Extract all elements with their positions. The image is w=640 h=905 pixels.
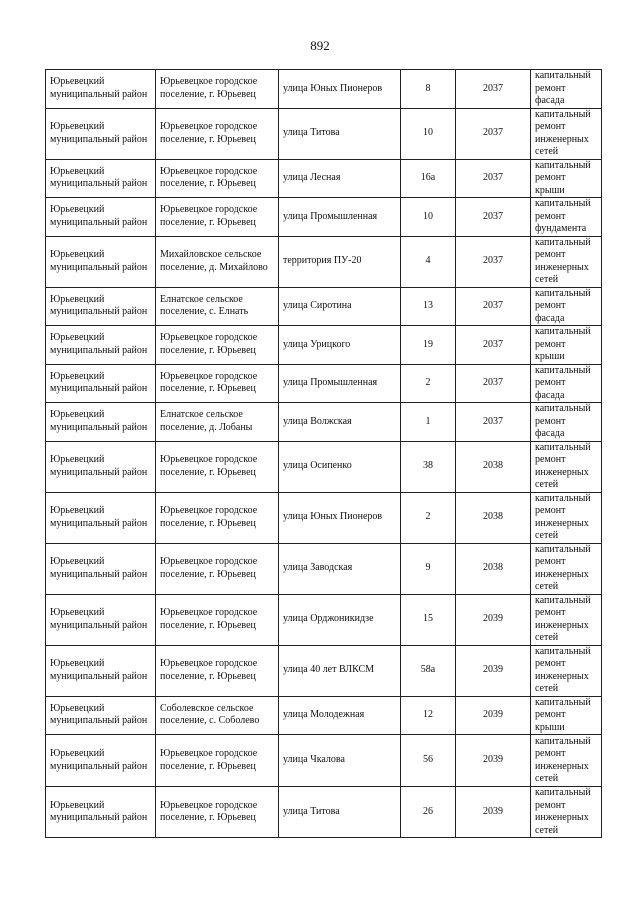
- table-row: [46, 492, 602, 543]
- work-type-cell: капитальный ремонт инженерных сетей: [531, 441, 602, 492]
- house-number-cell: 26: [401, 787, 456, 838]
- settlement-cell: Юрьевецкое городское поселение, г. Юрьевец: [156, 326, 279, 365]
- year-cell: 2037: [456, 159, 531, 198]
- page-number: 892: [310, 38, 330, 53]
- table-row: [46, 236, 602, 287]
- table-row: [46, 441, 602, 492]
- table-row: [46, 159, 602, 198]
- year-cell: 2039: [456, 594, 531, 645]
- house-number-cell: 9: [401, 543, 456, 594]
- table-row: [46, 70, 602, 109]
- settlement-cell: Юрьевецкое городское поселение, г. Юрьевец: [156, 735, 279, 787]
- table-row: [46, 543, 602, 594]
- work-type-cell: капитальный ремонт инженерных сетей: [531, 492, 602, 543]
- year-cell: 2037: [456, 108, 531, 159]
- house-number-cell: 10: [401, 198, 456, 237]
- house-number-cell: 10: [401, 108, 456, 159]
- table-row: [46, 645, 602, 696]
- work-type-cell: капитальный ремонт фасада: [531, 70, 602, 109]
- district-cell: Юрьевецкий муниципальный район: [46, 108, 156, 159]
- street-cell: территория ПУ-20: [279, 236, 401, 287]
- street-cell: улица Урицкого: [279, 326, 401, 365]
- year-cell: 2037: [456, 287, 531, 326]
- work-type-cell: капитальный ремонт крыши: [531, 326, 602, 365]
- year-cell: 2039: [456, 787, 531, 838]
- settlement-cell: Юрьевецкое городское поселение, г. Юрьевец: [156, 441, 279, 492]
- work-type-cell: капитальный ремонт крыши: [531, 696, 602, 735]
- table-row: [46, 287, 602, 326]
- table-row: [46, 198, 602, 237]
- table-row: [46, 787, 602, 838]
- street-cell: улица Промышленная: [279, 198, 401, 237]
- house-number-cell: 2: [401, 492, 456, 543]
- table-row: [46, 594, 602, 645]
- repair-schedule-table: [45, 69, 602, 838]
- year-cell: 2037: [456, 70, 531, 109]
- year-cell: 2037: [456, 236, 531, 287]
- house-number-cell: 8: [401, 70, 456, 109]
- table-row: [46, 735, 602, 787]
- settlement-cell: Юрьевецкое городское поселение, г. Юрьевец: [156, 70, 279, 109]
- house-number-cell: 13: [401, 287, 456, 326]
- year-cell: 2038: [456, 492, 531, 543]
- year-cell: 2038: [456, 543, 531, 594]
- work-type-cell: капитальный ремонт инженерных сетей: [531, 735, 602, 787]
- work-type-cell: капитальный ремонт крыши: [531, 159, 602, 198]
- street-cell: улица Юных Пионеров: [279, 70, 401, 109]
- district-cell: Юрьевецкий муниципальный район: [46, 326, 156, 365]
- house-number-cell: 19: [401, 326, 456, 365]
- district-cell: Юрьевецкий муниципальный район: [46, 492, 156, 543]
- house-number-cell: 15: [401, 594, 456, 645]
- street-cell: улица Чкалова: [279, 735, 401, 787]
- work-type-cell: капитальный ремонт инженерных сетей: [531, 543, 602, 594]
- work-type-cell: капитальный ремонт инженерных сетей: [531, 645, 602, 696]
- year-cell: 2037: [456, 198, 531, 237]
- settlement-cell: Юрьевецкое городское поселение, г. Юрьевец: [156, 159, 279, 198]
- street-cell: улица Промышленная: [279, 364, 401, 403]
- street-cell: улица Заводская: [279, 543, 401, 594]
- street-cell: улица Сиротина: [279, 287, 401, 326]
- work-type-cell: капитальный ремонт инженерных сетей: [531, 108, 602, 159]
- district-cell: Юрьевецкий муниципальный район: [46, 159, 156, 198]
- house-number-cell: 58а: [401, 645, 456, 696]
- year-cell: 2039: [456, 696, 531, 735]
- work-type-cell: капитальный ремонт фасада: [531, 403, 602, 442]
- street-cell: улица Лесная: [279, 159, 401, 198]
- street-cell: улица Титова: [279, 108, 401, 159]
- street-cell: улица Титова: [279, 787, 401, 838]
- settlement-cell: Соболевское сельское поселение, с. Соболево: [156, 696, 279, 735]
- work-type-cell: капитальный ремонт инженерных сетей: [531, 236, 602, 287]
- house-number-cell: 56: [401, 735, 456, 787]
- street-cell: улица 40 лет ВЛКСМ: [279, 645, 401, 696]
- district-cell: Юрьевецкий муниципальный район: [46, 735, 156, 787]
- table-body: [46, 70, 602, 838]
- table-row: [46, 108, 602, 159]
- table-row: [46, 326, 602, 365]
- house-number-cell: 38: [401, 441, 456, 492]
- table-row: [46, 403, 602, 442]
- house-number-cell: 12: [401, 696, 456, 735]
- district-cell: Юрьевецкий муниципальный район: [46, 696, 156, 735]
- house-number-cell: 16а: [401, 159, 456, 198]
- settlement-cell: Юрьевецкое городское поселение, г. Юрьевец: [156, 108, 279, 159]
- work-type-cell: капитальный ремонт фасада: [531, 287, 602, 326]
- year-cell: 2039: [456, 645, 531, 696]
- district-cell: Юрьевецкий муниципальный район: [46, 70, 156, 109]
- table-row: [46, 364, 602, 403]
- house-number-cell: 1: [401, 403, 456, 442]
- street-cell: улица Осипенко: [279, 441, 401, 492]
- settlement-cell: Юрьевецкое городское поселение, г. Юрьевец: [156, 787, 279, 838]
- settlement-cell: Юрьевецкое городское поселение, г. Юрьевец: [156, 594, 279, 645]
- work-type-cell: капитальный ремонт инженерных сетей: [531, 787, 602, 838]
- settlement-cell: Юрьевецкое городское поселение, г. Юрьевец: [156, 198, 279, 237]
- district-cell: Юрьевецкий муниципальный район: [46, 364, 156, 403]
- settlement-cell: Елнатское сельское поселение, д. Лобаны: [156, 403, 279, 442]
- table-row: [46, 696, 602, 735]
- district-cell: Юрьевецкий муниципальный район: [46, 594, 156, 645]
- district-cell: Юрьевецкий муниципальный район: [46, 645, 156, 696]
- district-cell: Юрьевецкий муниципальный район: [46, 441, 156, 492]
- settlement-cell: Юрьевецкое городское поселение, г. Юрьевец: [156, 492, 279, 543]
- street-cell: улица Юных Пионеров: [279, 492, 401, 543]
- work-type-cell: капитальный ремонт фасада: [531, 364, 602, 403]
- year-cell: 2038: [456, 441, 531, 492]
- work-type-cell: капитальный ремонт фундамента: [531, 198, 602, 237]
- year-cell: 2037: [456, 403, 531, 442]
- district-cell: Юрьевецкий муниципальный район: [46, 787, 156, 838]
- house-number-cell: 2: [401, 364, 456, 403]
- district-cell: Юрьевецкий муниципальный район: [46, 543, 156, 594]
- street-cell: улица Орджоникидзе: [279, 594, 401, 645]
- street-cell: улица Молодежная: [279, 696, 401, 735]
- settlement-cell: Юрьевецкое городское поселение, г. Юрьевец: [156, 645, 279, 696]
- settlement-cell: Елнатское сельское поселение, с. Елнать: [156, 287, 279, 326]
- house-number-cell: 4: [401, 236, 456, 287]
- street-cell: улица Волжская: [279, 403, 401, 442]
- year-cell: 2037: [456, 326, 531, 365]
- district-cell: Юрьевецкий муниципальный район: [46, 403, 156, 442]
- year-cell: 2037: [456, 364, 531, 403]
- district-cell: Юрьевецкий муниципальный район: [46, 287, 156, 326]
- work-type-cell: капитальный ремонт инженерных сетей: [531, 594, 602, 645]
- settlement-cell: Михайловское сельское поселение, д. Михайлово: [156, 236, 279, 287]
- year-cell: 2039: [456, 735, 531, 787]
- settlement-cell: Юрьевецкое городское поселение, г. Юрьевец: [156, 364, 279, 403]
- settlement-cell: Юрьевецкое городское поселение, г. Юрьевец: [156, 543, 279, 594]
- district-cell: Юрьевецкий муниципальный район: [46, 236, 156, 287]
- district-cell: Юрьевецкий муниципальный район: [46, 198, 156, 237]
